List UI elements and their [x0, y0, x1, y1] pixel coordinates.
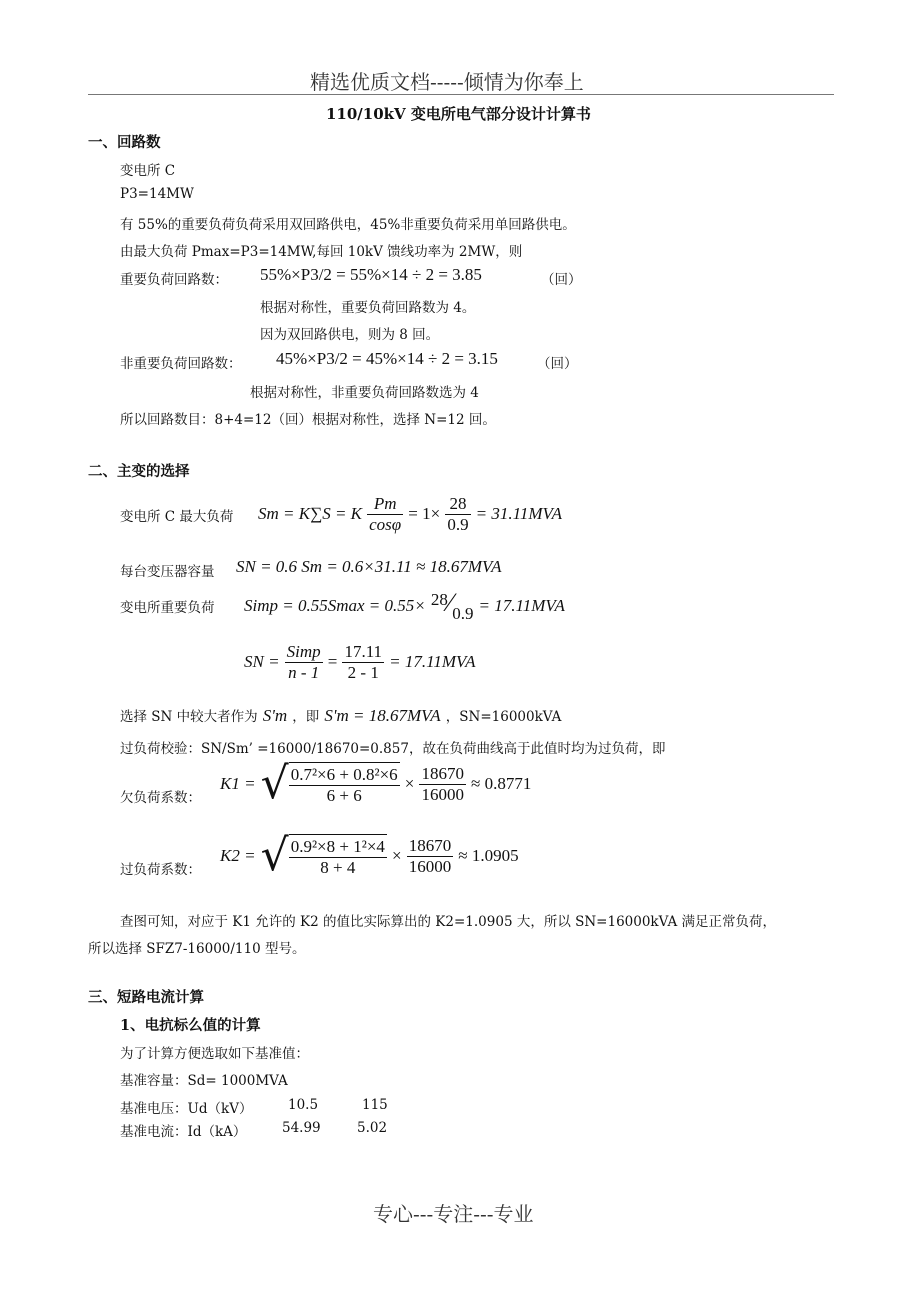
result-value: = 17.11MVA — [478, 596, 565, 615]
sec1-line-5-unit: （回） — [541, 272, 582, 288]
sec2-line-2-label: 每台变压器容量 — [120, 564, 215, 580]
sec2-line-1-formula — [258, 494, 562, 535]
k2-lhs: K2 = — [220, 846, 256, 865]
sec1-line-9: 根据对称性，非重要负荷回路数选为 4 — [250, 385, 479, 401]
sec1-line-1: 变电所 C — [120, 163, 176, 179]
sec2-line-8-label: 过负荷系数： — [120, 862, 201, 878]
base-current-value-1: 54.99 — [282, 1120, 321, 1136]
sec2-line-3-formula — [244, 588, 565, 624]
simp-formula-left: Simp = 0.55Smax = 0.55× — [244, 596, 426, 615]
fraction-numerator: 28 — [445, 494, 470, 515]
equals-sign: = — [327, 652, 338, 671]
k1-lhs: K1 = — [220, 774, 256, 793]
k2-formula — [220, 830, 519, 881]
sec2-line-6: 过负荷校验：SN/Sm’ =16000/18670=0.857，故在负荷曲线高于此值时均为过负荷，即 — [120, 741, 666, 757]
k1-formula — [220, 758, 532, 809]
sec1-line-8-unit: （回） — [537, 356, 578, 372]
sec1-line-10: 所以回路数目：8+4=12（回）根据对称性，选择 N=12 回。 — [120, 412, 496, 428]
sec1-line-2: P3=14MW — [120, 186, 194, 202]
base-current-label: 基准电流：Id（kA） — [120, 1124, 247, 1140]
sec2-line-5 — [120, 705, 561, 726]
sm-prime-value: S'm = 18.67MVA — [324, 706, 441, 725]
pm-cos-fraction — [367, 494, 403, 535]
section-heading-2: 二、主变的选择 — [88, 463, 190, 480]
fraction-denominator: 16000 — [421, 784, 464, 804]
sm-formula-left: Sm = K∑S = K — [258, 504, 363, 523]
header-rule — [88, 94, 834, 95]
28-over-0.9-fraction — [445, 494, 470, 535]
sec2-line-7-label: 欠负荷系数： — [120, 790, 201, 806]
select-text: 选择 SN 中较大者作为 — [120, 709, 258, 725]
times-sign: × — [404, 774, 415, 793]
slash-numerator: 28 — [430, 590, 448, 609]
result-value: = 17.11MVA — [389, 652, 476, 671]
sn-value: ，SN=16000kVA — [445, 709, 562, 725]
fraction-numerator: Pm — [367, 494, 403, 515]
sm-prime-symbol: S'm — [262, 706, 288, 725]
sec3-line-2: 基准容量：Sd= 1000MVA — [120, 1073, 288, 1089]
result-value: ≈ 0.8771 — [471, 774, 532, 793]
section-heading-1: 一、回路数 — [88, 134, 161, 151]
sec1-line-3: 有 55%的重要负荷负荷采用双回路供电，45%非重要负荷采用单回路供电。 — [120, 217, 576, 233]
sec2-paragraph-line-1: 查图可知，对应于 K1 允许的 K2 的值比实际算出的 K2=1.0905 大，所以 SN=16000kVA 满足正常负荷， — [120, 914, 776, 930]
sec1-line-8-label: 非重要负荷回路数： — [120, 356, 242, 372]
base-voltage-label: 基准电压：Ud（kV） — [120, 1101, 253, 1117]
result-value: ≈ 1.0905 — [458, 846, 519, 865]
fraction-numerator: 18670 — [408, 835, 452, 855]
sec1-line-8-formula: 45%×P3/2 = 45%×14 ÷ 2 = 3.15 — [276, 349, 498, 368]
fraction-numerator: 0.7²×6 + 0.8²×6 — [290, 765, 398, 784]
fraction-denominator: 0.9 — [447, 515, 469, 534]
fraction-denominator: 16000 — [408, 856, 452, 876]
ratio-fraction — [419, 764, 466, 805]
page-header: 精选优质文档-----倾情为你奉上 — [310, 70, 584, 94]
subsection-heading-1: 1、电抗标么值的计算 — [120, 1017, 261, 1034]
slash-symbol: ⁄ — [447, 588, 453, 617]
sec2-line-4-formula — [244, 642, 476, 683]
fraction-denominator: n - 1 — [288, 663, 320, 682]
base-voltage-value-1: 10.5 — [288, 1097, 319, 1113]
sec1-line-6: 根据对称性，重要负荷回路数为 4。 — [260, 300, 476, 316]
fraction-denominator: cosφ — [369, 515, 402, 534]
sec2-line-1-label: 变电所 C 最大负荷 — [120, 509, 234, 525]
fraction-denominator: 2 - 1 — [347, 663, 379, 682]
sec1-line-4: 由最大负荷 Pmax=P3=14MW,每回 10kV 馈线功率为 2MW，则 — [120, 244, 523, 260]
fraction-numerator: 0.9²×8 + 1²×4 — [290, 837, 385, 856]
simp-over-n-fraction — [285, 642, 323, 683]
sec2-line-3-label: 变电所重要负荷 — [120, 600, 215, 616]
fraction-denominator: 8 + 4 — [320, 858, 356, 877]
sn-lhs: SN = — [244, 652, 280, 671]
sec2-paragraph-line-2: 所以选择 SFZ7-16000/110 型号。 — [88, 941, 306, 957]
section-heading-3: 三、短路电流计算 — [88, 989, 204, 1006]
select-text-2: ，即 — [292, 709, 320, 725]
radicand-fraction — [289, 762, 400, 806]
fraction-numerator: 17.11 — [344, 642, 383, 661]
fraction-numerator: 18670 — [421, 763, 464, 783]
ratio-fraction — [407, 836, 454, 877]
radical-icon: √ — [260, 830, 289, 881]
page-footer: 专心---专注---专业 — [373, 1202, 534, 1226]
numeric-fraction — [342, 642, 384, 683]
sec3-line-1: 为了计算方便选取如下基准值： — [120, 1046, 309, 1062]
times-sign: × — [392, 846, 402, 865]
fraction-denominator: 6 + 6 — [326, 786, 362, 805]
slash-denominator: 0.9 — [452, 604, 474, 623]
sec1-line-5-label: 重要负荷回路数： — [120, 272, 228, 288]
sec2-line-2-formula: SN = 0.6 Sm = 0.6×31.11 ≈ 18.67MVA — [236, 557, 502, 576]
sec1-line-7: 因为双回路供电，则为 8 回。 — [260, 327, 440, 343]
base-voltage-value-2: 115 — [362, 1097, 388, 1113]
equals-one-times: = 1× — [408, 504, 441, 523]
fraction-numerator: Simp — [286, 642, 321, 661]
result-value: = 31.11MVA — [475, 504, 563, 523]
base-current-value-2: 5.02 — [357, 1120, 388, 1136]
radical-icon: √ — [260, 758, 289, 809]
sec1-line-5-formula: 55%×P3/2 = 55%×14 ÷ 2 = 3.85 — [260, 265, 482, 284]
document-title: 110/10kV 变电所电气部分设计计算书 — [326, 105, 591, 123]
radicand-fraction — [289, 834, 387, 878]
